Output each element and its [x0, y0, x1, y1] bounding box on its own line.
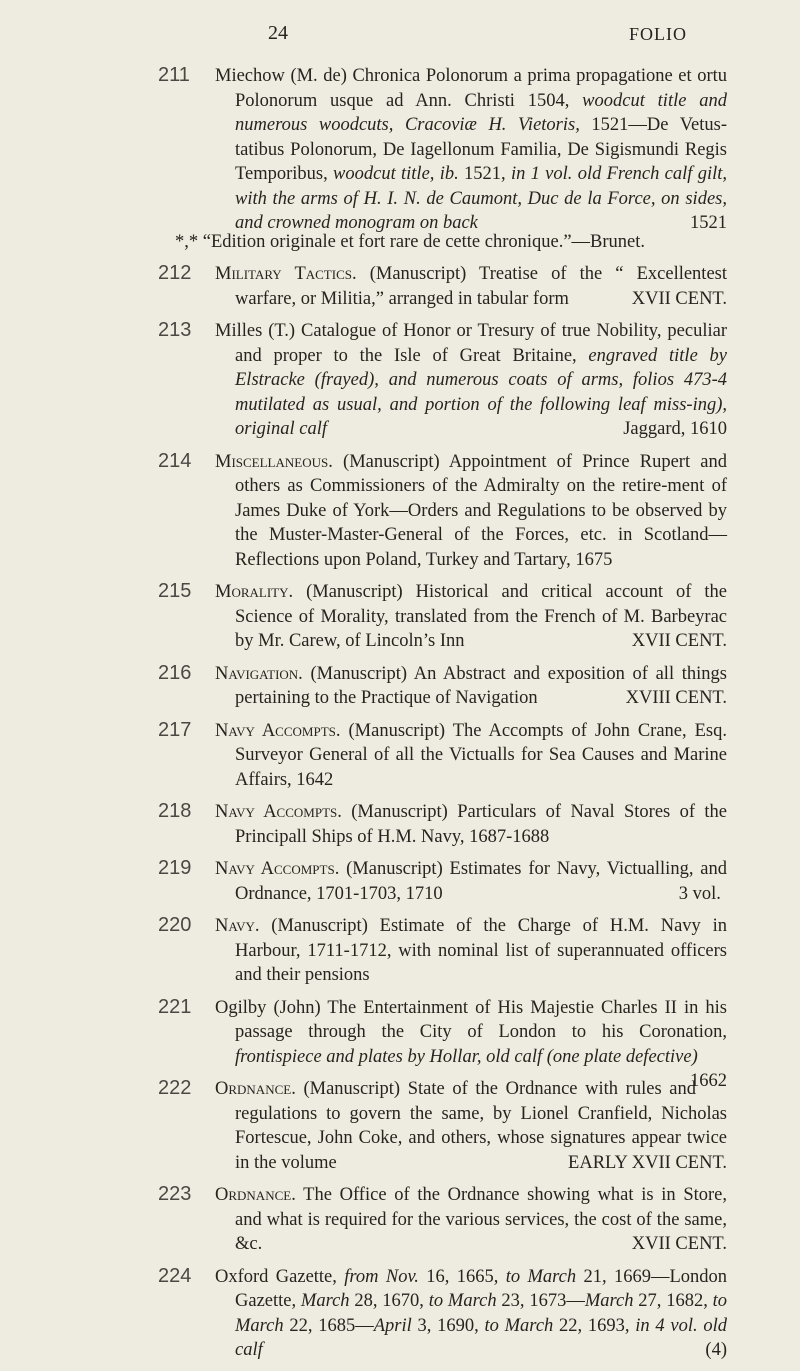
lot-note: *,* “Edition originale et fort rare de cette chronique.”—Brunet. — [175, 231, 646, 252]
lot-text-segment: woodcut title and numerous woodcuts, Cracoviæ H. Vietoris, — [235, 90, 728, 135]
lot-description — [215, 800, 727, 849]
lot-text-segment: in 1 vol. old French calf gilt, with the arms of H. I. N. de Caumont, Duc de la Force, on sides, and crowned monogram on back — [235, 164, 727, 233]
lot-text-segment: (Manuscript) Particulars of Naval Stores of the Principall Ships of H.M. Navy, 1687-1688 — [235, 802, 727, 847]
lot-text-segment: engraved title by Elstracke (frayed), and numerous coats of arms, folios 473-4 mutilated as usual, and portion of the following leaf miss-ing), original calf — [235, 345, 727, 439]
lot-description — [215, 1183, 727, 1257]
lot-text-segment: 16, 1665, — [418, 1266, 506, 1287]
lot-date: (4) — [705, 1340, 727, 1360]
lot-heading: Military Tactics. — [215, 264, 357, 284]
lot-entry — [0, 262, 800, 311]
lot-description — [215, 662, 727, 711]
lot-entry — [0, 800, 800, 849]
lot-date: XVII CENT. — [631, 1234, 727, 1254]
lot-text-segment: 28, 1670, — [349, 1291, 429, 1311]
lot-description — [215, 319, 727, 442]
lot-description — [215, 262, 727, 311]
lot-text-segment: to March — [505, 1266, 577, 1287]
lot-text-segment: (Manuscript) Historical and critical account of the Science of Morality, translated from the French of M. Barbeyrac by Mr. Carew, of Lincoln’s Inn — [235, 582, 727, 651]
lot-entry — [0, 450, 800, 573]
lot-heading: Ordnance. — [215, 1079, 296, 1099]
lot-entry — [0, 1265, 800, 1363]
lot-entry — [0, 857, 800, 906]
lot-number: 211 — [158, 64, 190, 86]
lot-text-segment: 27, 1682, — [633, 1291, 713, 1311]
lot-text-segment: frontispiece and plates by Hollar, old calf (one plate defective) — [235, 1046, 698, 1067]
lot-text-segment: 22, 1685— — [283, 1315, 374, 1336]
lot-number: 219 — [158, 857, 192, 879]
lot-heading: Navy Accompts. — [215, 802, 342, 822]
lot-heading: Ordnance. — [215, 1185, 296, 1205]
lot-description — [215, 64, 727, 236]
lot-text-segment: to March — [235, 1291, 728, 1336]
lot-list — [0, 64, 800, 1371]
lot-number: 216 — [158, 661, 192, 684]
lot-number: 212 — [158, 262, 192, 284]
lot-text-segment: 1521, — [458, 164, 511, 184]
page-header — [0, 22, 800, 52]
lot-text-segment: 1521—De Vetus-tatibus Polonorum, De Iagellonum Familia, De Sigismundi Regis Temporibus, — [235, 115, 727, 184]
lot-number: 218 — [158, 800, 192, 822]
lot-date: 3 vol. — [678, 883, 721, 904]
lot-text-segment: (Manuscript) Treatise of the “ Excellentest warfare, or Militia,” arranged in tabular form — [235, 264, 727, 309]
lot-date: 1662 — [690, 1071, 727, 1091]
lot-number: 215 — [158, 580, 192, 602]
lot-entry — [0, 1183, 800, 1257]
lot-text-segment: (Manuscript) Appointment of Prince Rupert and others as Commissioners of the Admiralty on the retire-ment of James Duke of York—Orders and Regulations to be observed by the Muster-Master-General of the Forces, etc. in Scotland—Reflections upon Poland, Turkey and Tartary, 1675 — [235, 451, 727, 570]
lot-description — [215, 450, 727, 573]
lot-date: XVII CENT. — [631, 631, 727, 651]
lot-entry — [0, 1077, 800, 1175]
lot-text-segment: (Manuscript) Estimate of the Charge of H.M. Navy in Harbour, 1711-1712, with nominal list of superannuated officers and their pensions — [235, 916, 727, 985]
lot-number: 223 — [158, 1183, 192, 1205]
lot-description — [215, 1077, 727, 1175]
lot-date: Jaggard, 1610 — [623, 419, 727, 439]
lot-text-segment: April — [373, 1315, 412, 1336]
lot-text-segment: to March — [428, 1291, 497, 1311]
lot-text-segment: Ogilby (John) The Entertainment of His Majestie Charles II in his passage through the City of London to his Coronation, — [215, 997, 727, 1042]
lot-description — [215, 914, 727, 988]
lot-text-segment: Miechow (M. de) Chronica Polonorum a prima propagatione et ortu Polonorum usque ad Ann. Christi 1504, — [215, 66, 727, 111]
lot-text-segment: (Manuscript) State of the Ordnance with rules and regulations to govern the same, by Lionel Cranfield, Nicholas Fortescue, John Coke, and others, whose signatures appear twice in the volume — [235, 1079, 727, 1173]
lot-date: XVII CENT. — [631, 288, 727, 309]
lot-entry — [0, 319, 800, 442]
lot-heading: Navigation. — [215, 663, 303, 684]
lot-entry — [0, 64, 800, 254]
lot-number: 220 — [158, 914, 192, 936]
lot-text-segment: from Nov. — [344, 1266, 419, 1287]
lot-heading: Navy Accompts. — [215, 859, 340, 879]
lot-text-segment: Oxford Gazette, — [215, 1266, 345, 1287]
lot-text-segment: (Manuscript) The Accompts of John Crane, Esq. Surveyor General of all the Victualls for Sea Causes and Marine Affairs, 1642 — [235, 720, 727, 790]
lot-text-segment: woodcut title, ib. — [333, 164, 459, 184]
lot-number: 217 — [158, 718, 192, 741]
lot-text-segment: 23, 1673— — [496, 1291, 585, 1311]
lot-date: XVIII CENT. — [625, 688, 727, 708]
page-number: 24 — [268, 22, 288, 44]
lot-entry — [0, 914, 800, 988]
lot-text-segment: March — [300, 1291, 350, 1311]
lot-number: 213 — [158, 319, 192, 341]
lot-text-segment: (Manuscript) Estimates for Navy, Victualling, and Ordnance, 1701-1703, 1710 — [235, 859, 727, 904]
lot-text-segment: 22, 1693, — [553, 1315, 636, 1336]
lot-date: 1521 — [690, 213, 727, 233]
lot-description — [215, 1265, 727, 1363]
lot-description — [215, 857, 727, 906]
lot-entry — [0, 662, 800, 711]
lot-heading: Miscellaneous. — [215, 451, 333, 472]
lot-text-segment: in 4 vol. old calf — [235, 1315, 728, 1360]
lot-text-segment: Milles (T.) Catalogue of Honor or Tresury of true Nobility, peculiar and proper to the Isle of Great Britaine, — [215, 321, 727, 366]
lot-entry — [0, 580, 800, 654]
lot-entry — [0, 719, 800, 793]
lot-heading: Navy Accompts. — [215, 720, 341, 741]
lot-text-segment: March — [584, 1291, 634, 1311]
folio-label: FOLIO — [629, 24, 687, 44]
lot-text-segment: The Office of the Ordnance showing what is in Store, and what is required for the various services, the cost of the same, &c. — [235, 1185, 727, 1254]
lot-text-segment: to March — [484, 1315, 554, 1336]
lot-number: 214 — [158, 449, 192, 472]
lot-text-segment: (Manuscript) An Abstract and exposition of all things pertaining to the Practique of Navigation — [235, 663, 727, 708]
lot-text-segment: 21, 1669—London Gazette, — [235, 1266, 728, 1311]
lot-number: 221 — [158, 995, 192, 1018]
lot-date: EARLY XVII CENT. — [568, 1152, 727, 1173]
lot-number: 224 — [158, 1264, 192, 1287]
lot-description — [215, 580, 727, 654]
lot-heading: Navy. — [215, 916, 260, 936]
lot-text-segment: 3, 1690, — [411, 1315, 485, 1336]
lot-heading: Morality. — [215, 582, 294, 602]
lot-description — [215, 719, 727, 793]
lot-number: 222 — [158, 1077, 192, 1099]
